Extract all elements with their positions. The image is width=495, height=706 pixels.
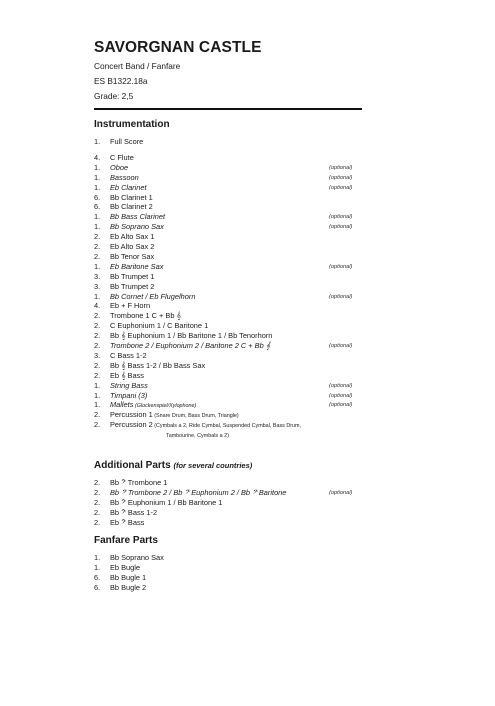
optional-note: (optional): [329, 184, 353, 191]
part-detail: (Snare Drum, Bass Drum, Triangle): [152, 413, 239, 420]
part-name: [110, 381, 148, 391]
part-count: 1.: [94, 400, 101, 410]
catalog-number: ES B1322.18a: [94, 76, 148, 86]
part-name: [110, 518, 144, 528]
part-count: 1.: [94, 291, 101, 301]
part-name-text: Bb Trumpet 2: [110, 281, 155, 291]
page-title: SAVORGNAN CASTLE: [94, 39, 262, 56]
part-name-text: Bassoon: [110, 172, 139, 182]
part-name: [110, 488, 286, 498]
part-count: 1.: [94, 172, 101, 182]
part-name-text: Eb 𝄞 Bass: [110, 370, 144, 380]
part-count: 2.: [94, 242, 101, 251]
part-name: [110, 391, 147, 401]
part-count: 2.: [94, 370, 101, 380]
part-name-text: Bb 𝄢 Euphonium 1 / Bb Baritone 1: [110, 498, 223, 507]
part-count: 1.: [94, 182, 101, 192]
optional-note: (optional): [329, 214, 353, 221]
grade: Grade: 2,5: [94, 91, 134, 101]
part-detail: (Cymbals a 2, Ride Cymbal, Suspended Cymbal, Bass Drum,: [152, 423, 302, 430]
part-count: 1.: [94, 222, 101, 232]
part-name-text: Bb Soprano Sax: [110, 553, 164, 562]
part-count: 1.: [94, 137, 101, 146]
part-count: 2.: [94, 331, 101, 341]
part-count: 3.: [94, 271, 101, 281]
part-name-text: Bb Clarinet 1: [110, 192, 153, 202]
instrumentation-heading: Instrumentation: [94, 119, 170, 130]
part-name-text: Bb 𝄢 Bass 1-2: [110, 508, 158, 517]
part-name-text: Percussion 2: [110, 420, 153, 430]
part-name: [110, 282, 154, 292]
part-name: [110, 137, 143, 147]
part-name-text: C Bass 1-2: [110, 350, 147, 360]
part-count: 3.: [94, 350, 101, 360]
part-name-text: Bb Bass Clarinet: [110, 212, 166, 222]
part-count: 2.: [94, 508, 101, 517]
part-count: 1.: [94, 162, 101, 172]
part-name-text: Eb 𝄢 Bass: [110, 518, 145, 527]
part-count: 2.: [94, 321, 101, 331]
part-name-text: Eb Alto Sax 1: [110, 232, 155, 242]
part-name: [110, 183, 147, 193]
part-count: 1.: [94, 553, 101, 562]
optional-note: (optional): [329, 392, 353, 399]
part-name-text: Trombone 1 C + Bb 𝄞: [110, 311, 181, 321]
part-count: 4.: [94, 301, 101, 311]
part-name-text: Bb Cornet / Eb Flugelhorn: [110, 291, 196, 301]
part-count: 4.: [94, 152, 101, 162]
part-name-text: Full Score: [110, 137, 144, 146]
part-name-text: Bb Trumpet 1: [110, 271, 155, 281]
fanfare-parts-heading: Fanfare Parts: [94, 535, 158, 546]
part-name: [110, 193, 153, 203]
part-name: [110, 583, 146, 593]
part-name: [110, 573, 146, 583]
part-name: [110, 508, 157, 518]
additional-parts-title: Additional Parts: [94, 460, 171, 471]
part-name: [110, 252, 154, 262]
part-count: 2.: [94, 410, 101, 420]
optional-note: (optional): [329, 490, 353, 496]
divider: [94, 108, 362, 110]
part-count: 1.: [94, 261, 101, 271]
part-count: 2.: [94, 232, 101, 242]
part-name-text: String Bass: [110, 380, 148, 390]
part-name: [110, 202, 153, 212]
part-name: [110, 563, 140, 573]
part-name-text: Eb Alto Sax 2: [110, 242, 155, 251]
part-count: 2.: [94, 488, 101, 497]
part-name: [110, 478, 167, 488]
part-detail: Tambourine, Cymbals a 2): [166, 433, 229, 440]
part-name-text: Bb Clarinet 2: [110, 202, 153, 212]
part-count: 2.: [94, 311, 101, 321]
part-name: [110, 173, 139, 183]
part-name: [110, 321, 208, 331]
part-count: 3.: [94, 281, 101, 291]
part-count: 6.: [94, 202, 101, 212]
part-name-text: Timpani (3): [110, 390, 148, 400]
part-count: 2.: [94, 251, 101, 261]
part-name-text: Bb 𝄢 Trombone 1: [110, 478, 168, 487]
part-name: [110, 553, 164, 563]
part-name: [110, 163, 128, 173]
part-name: [110, 242, 154, 252]
part-name-text: Eb + F Horn: [110, 301, 151, 311]
part-count: 2.: [94, 360, 101, 370]
part-name: [110, 272, 154, 282]
part-detail: (Glockenspiel/Xylophone): [133, 403, 197, 410]
optional-note: (optional): [329, 402, 353, 409]
part-name: [110, 430, 229, 441]
part-count: 6.: [94, 583, 101, 592]
optional-note: (optional): [329, 174, 353, 181]
optional-note: (optional): [329, 293, 353, 300]
optional-note: (optional): [329, 224, 353, 231]
additional-parts-subtitle: (for several countries): [173, 461, 253, 470]
part-name: [110, 498, 222, 508]
part-name-text: Trombone 2 / Euphonium 2 / Baritone 2 C + Bb 𝄞: [110, 341, 271, 350]
part-name-text: Oboe: [110, 162, 129, 172]
optional-note: (optional): [329, 382, 353, 389]
part-count: 6.: [94, 192, 101, 202]
part-count: 2.: [94, 420, 101, 430]
part-name-text: Bb 𝄢 Trombone 2 / Bb 𝄢 Euphonium 2 / Bb 𝄢 Baritone: [110, 488, 287, 497]
part-name-text: Bb Tenor Sax: [110, 251, 155, 261]
part-name-text: Eb Clarinet: [110, 182, 147, 192]
part-name: [110, 351, 147, 361]
part-name-text: Bb Soprano Sax: [110, 222, 164, 232]
part-count: 1.: [94, 212, 101, 222]
part-name: [110, 331, 272, 341]
ensemble-type: Concert Band / Fanfare: [94, 61, 181, 71]
part-name-text: Bb 𝄞 Bass 1-2 / Bb Bass Sax: [110, 360, 206, 370]
part-name: [110, 153, 134, 163]
part-name-text: C Euphonium 1 / C Baritone 1: [110, 321, 209, 331]
part-count: 1.: [94, 563, 101, 572]
part-name-text: C Flute: [110, 152, 134, 162]
part-name: [110, 232, 154, 242]
part-name: [110, 311, 181, 321]
part-name: [110, 301, 150, 311]
part-name: [110, 292, 195, 302]
optional-note: (optional): [329, 263, 353, 270]
part-name-text: Bb Bugle 2: [110, 583, 147, 592]
part-name: [110, 361, 205, 371]
part-name: [110, 222, 164, 232]
part-name-text: Bb Bugle 1: [110, 573, 147, 582]
optional-note: (optional): [329, 343, 353, 349]
part-count: 1.: [94, 390, 101, 400]
part-name-text: Eb Bugle: [110, 563, 140, 572]
part-count: 1.: [94, 380, 101, 390]
part-count: 6.: [94, 573, 101, 582]
part-count: 2.: [94, 478, 101, 487]
optional-note: (optional): [329, 164, 353, 171]
part-count: 2.: [94, 518, 101, 527]
part-name: [110, 212, 165, 222]
part-name: [110, 341, 270, 351]
part-name-text: Percussion 1: [110, 410, 153, 420]
part-count: 2.: [94, 498, 101, 507]
part-name-text: Bb 𝄞 Euphonium 1 / Bb Baritone 1 / Bb Tenorhorn: [110, 331, 273, 341]
part-name: [110, 262, 163, 272]
part-count: 2.: [94, 341, 101, 350]
part-name-text: Mallets: [110, 400, 134, 410]
additional-parts-heading: [94, 460, 252, 471]
part-name-text: Eb Baritone Sax: [110, 261, 164, 271]
part-name: [110, 371, 144, 381]
